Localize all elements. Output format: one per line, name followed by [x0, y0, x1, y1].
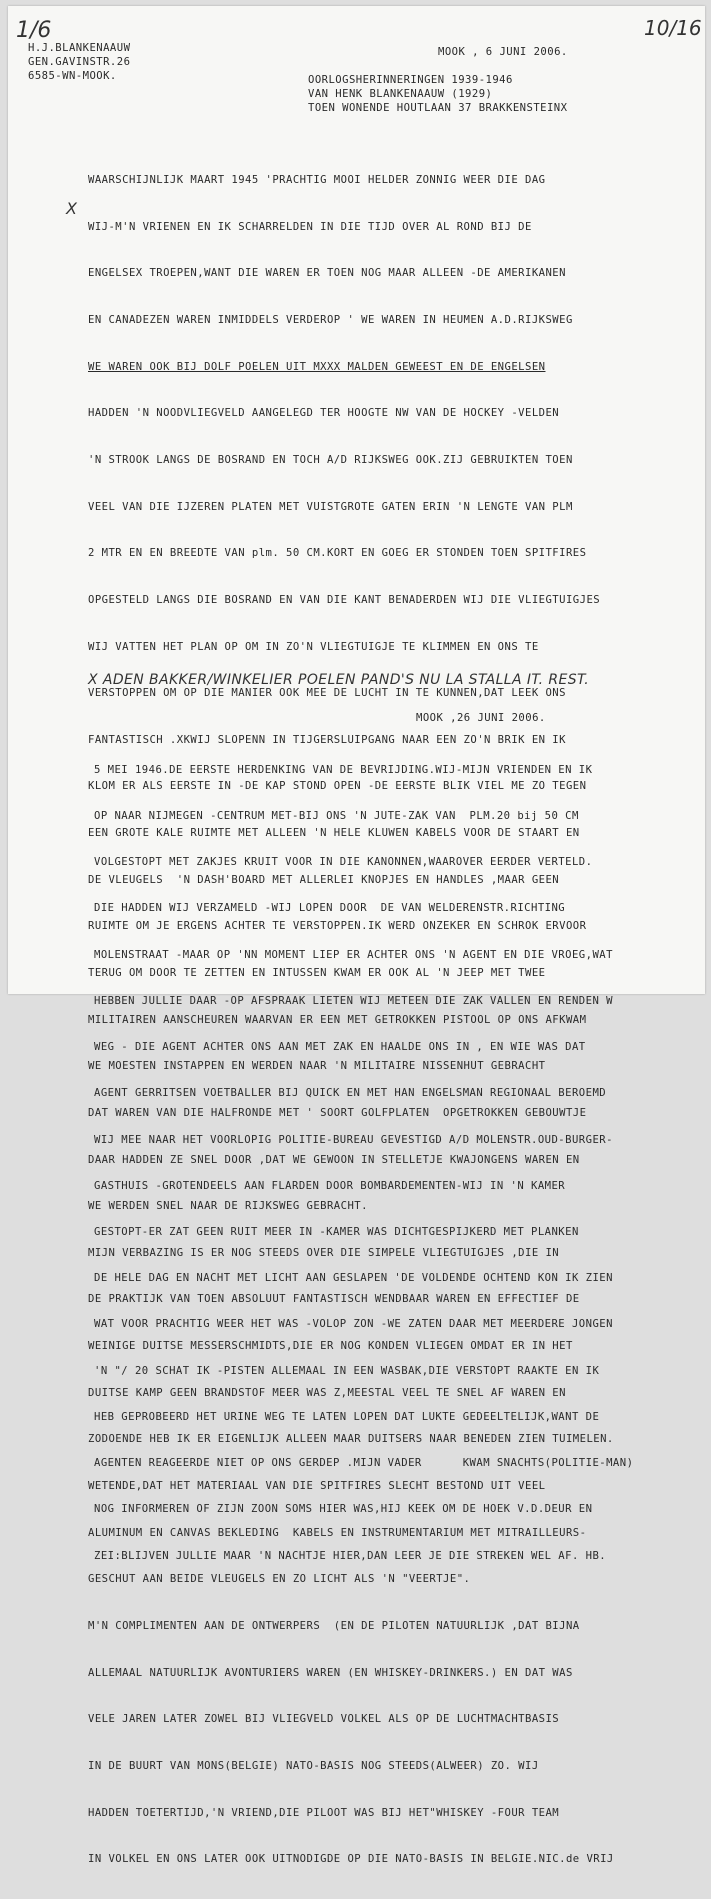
text-line: GESTOPT-ER ZAT GEEN RUIT MEER IN -KAMER WAS DICHTGESPIJKERD MET PLANKEN	[94, 1226, 579, 1238]
text-line: WE WAREN OOK BIJ DOLF POELEN UIT MXXX MALDEN GEWEEST EN DE ENGELSEN	[88, 360, 546, 373]
text-line: IN DE BUURT VAN MONS(BELGIE) NATO-BASIS NOG STEEDS(ALWEER) ZO. WIJ	[88, 1759, 539, 1772]
text-line: VERSTOPPEN OM OP DIE MANIER OOK MEE DE LUCHT IN TE KUNNEN,DAT LEEK ONS	[88, 687, 566, 700]
text-line: DAAR HADDEN ZE SNEL DOOR ,DAT WE GEWOON IN STELLETJE KWAJONGENS WAREN EN	[88, 1153, 580, 1166]
sender-street: GEN.GAVINSTR.26	[28, 56, 131, 68]
text-line: RUIMTE OM JE ERGENS ACHTER TE VERSTOPPEN.IK WERD ONZEKER EN SCHROK ERVOOR	[88, 920, 587, 933]
text-line: WE MOESTEN INSTAPPEN EN WERDEN NAAR 'N MILITAIRE NISSENHUT GEBRACHT	[88, 1060, 546, 1073]
text-line: WEINIGE DUITSE MESSERSCHMIDTS,DIE ER NOG KONDEN VLIEGEN OMDAT ER IN HET	[88, 1340, 573, 1353]
text-line: WE WERDEN SNEL NAAR DE RIJKSWEG GEBRACHT.	[88, 1200, 368, 1213]
text-line: MILITAIREN AANSCHEUREN WAARVAN ER EEN MET GETROKKEN PISTOOL OP ONS AFKWAM	[88, 1013, 587, 1026]
text-line: DIE HADDEN WIJ VERZAMELD -WIJ LOPEN DOOR DE VAN WELDERENSTR.RICHTING	[94, 902, 566, 915]
text-line: EEN GROTE KALE RUIMTE MET ALLEEN 'N HELE KLUWEN KABELS VOOR DE STAART EN	[88, 827, 580, 840]
margin-cross-mark: X	[66, 199, 77, 218]
text-line: ZEI:BLIJVEN JULLIE MAAR 'N NACHTJE HIER,DAN LEER JE DIE STREKEN WEL AF. HB.	[94, 1549, 607, 1562]
text-line: WIJ-M'N VRIENEN EN IK SCHARRELDEN IN DIE TIJD OVER AL ROND BIJ DE	[88, 220, 532, 233]
text-line: HEB GEPROBEERD HET URINE WEG TE LATEN LOPEN DAT LUKTE GEDEELTELIJK,WANT DE	[94, 1410, 600, 1423]
page-mark-top-left: 1/6	[16, 18, 52, 43]
text-line: AGENT GERRITSEN VOETBALLER BIJ QUICK EN MET HAN ENGELSMAN REGIONAAL BEROEMD	[94, 1087, 607, 1100]
text-line: ZODOENDE HEB IK ER EIGENLIJK ALLEEN MAAR DUITSERS NAAR BENEDEN ZIEN TUIMELEN.	[88, 1433, 614, 1446]
text-line: HADDEN 'N NOODVLIEGVELD AANGELEGD TER HOOGTE NW VAN DE HOCKEY -VELDEN	[88, 407, 560, 420]
text-line: WIJ MEE NAAR HET VOORLOPIG POLITIE-BUREAU GEVESTIGD A/D MOLENSTR.OUD-BURGER-	[94, 1133, 613, 1146]
text-line: MOLENSTRAAT -MAAR OP 'NN MOMENT LIEP ER ACHTER ONS 'N AGENT EN DIE VROEG,WAT	[94, 948, 613, 961]
text-line: 'N STROOK LANGS DE BOSRAND EN TOCH A/D RIJKSWEG OOK.ZIJ GEBRUIKTEN TOEN	[88, 453, 573, 466]
text-line: AGENTEN REAGEERDE NIET OP ONS GERDEP .MIJN VADER KWAM SNACHTS(POLITIE-MAN)	[94, 1457, 634, 1470]
section2-body	[94, 732, 633, 1595]
text-line: DE PRAKTIJK VAN TOEN ABSOLUUT FANTASTISCH WENDBAAR WAREN EN EFFECTIEF DE	[88, 1293, 580, 1306]
heading-line-2: VAN HENK BLANKENAAUW (1929)	[308, 88, 493, 100]
text-line: GASTHUIS -GROTENDEELS AAN FLARDEN DOOR BOMBARDEMENTEN-WIJ IN 'N KAMER	[94, 1179, 566, 1192]
text-line: WETENDE,DAT HET MATERIAAL VAN DIE SPITFIRES SLECHT BESTOND UIT VEEL	[88, 1480, 546, 1493]
text-line: ALLEMAAL NATUURLIJK AVONTURIERS WAREN (EN WHISKEY-DRINKERS.) EN DAT WAS	[88, 1666, 573, 1679]
text-line: WIJ VATTEN HET PLAN OP OM IN ZO'N VLIEGTUIGJE TE KLIMMEN EN ONS TE	[88, 640, 539, 653]
text-line: TERUG OM DOOR TE ZETTEN EN INTUSSEN KWAM ER OOK AL 'N JEEP MET TWEE	[88, 966, 546, 979]
text-line: GESCHUT AAN BEIDE VLEUGELS EN ZO LICHT ALS 'N "VEERTJE".	[88, 1573, 471, 1586]
text-line: DUITSE KAMP GEEN BRANDSTOF MEER WAS Z,MEESTAL VEEL TE SNEL AF WAREN EN	[88, 1386, 566, 1399]
text-line: WAARSCHIJNLIJK MAART 1945 'PRACHTIG MOOI HELDER ZONNIG WEER DIE DAG	[88, 174, 546, 187]
text-line: EN CANADEZEN WAREN INMIDDELS VERDEROP ' WE WAREN IN HEUMEN A.D.RIJKSWEG	[88, 314, 573, 327]
heading-line-1: OORLOGSHERINNERINGEN 1939-1946	[308, 74, 513, 86]
text-line: 5 MEI 1946.DE EERSTE HERDENKING VAN DE BEVRIJDING.WIJ-MIJN VRIENDEN EN IK	[94, 763, 593, 776]
text-line: DE VLEUGELS 'N DASH'BOARD MET ALLERLEI KNOPJES EN HANDLES ,MAAR GEEN	[88, 873, 560, 886]
text-line: ALUMINUM EN CANVAS BEKLEDING KABELS EN INSTRUMENTARIUM MET MITRAILLEURS-	[88, 1526, 587, 1539]
text-line: IN VOLKEL EN ONS LATER OOK UITNODIGDE OP DIE NATO-BASIS IN BELGIE.NIC.de VRIJ	[88, 1853, 614, 1866]
document-page	[8, 6, 705, 1866]
text-line: 'N "/ 20 SCHAT IK -PISTEN ALLEMAAL IN EEN WASBAK,DIE VERSTOPT RAAKTE EN IK	[94, 1364, 600, 1377]
text-line: HADDEN TOETERTIJD,'N VRIEND,DIE PILOOT WAS BIJ HET"WHISKEY -FOUR TEAM	[88, 1806, 560, 1819]
date-line-1: MOOK , 6 JUNI 2006.	[438, 46, 568, 58]
text-line: FANTASTISCH .XKWIJ SLOPENN IN TIJGERSLUIPGANG NAAR EEN ZO'N BRIK EN IK	[88, 733, 566, 746]
sender-postcode: 6585-WN-MOOK.	[28, 70, 117, 82]
text-line: DAT WAREN VAN DIE HALFRONDE MET ' SOORT GOLFPLATEN OPGETROKKEN GEBOUWTJE	[88, 1106, 587, 1119]
page-mark-top-right: 10/16	[644, 16, 702, 40]
heading-line-3: TOEN WONENDE HOUTLAAN 37 BRAKKENSTEINX	[308, 102, 568, 114]
text-line: HEBBEN JULLIE DAAR -OP AFSPRAAK LIETEN WIJ METEEN DIE ZAK VALLEN EN RENDEN W	[94, 994, 613, 1007]
sender-name: H.J.BLANKENAAUW	[28, 42, 131, 54]
text-line: VOLGESTOPT MET ZAKJES KRUIT VOOR IN DIE KANONNEN,WAAROVER EERDER VERTELD.	[94, 856, 593, 869]
date-line-2: MOOK ,26 JUNI 2006.	[416, 712, 546, 724]
text-line: VEEL VAN DIE IJZEREN PLATEN MET VUISTGROTE GATEN ERIN 'N LENGTE VAN PLM	[88, 500, 573, 513]
text-line: WAT VOOR PRACHTIG WEER HET WAS -VOLOP ZON -WE ZATEN DAAR MET MEERDERE JONGEN	[94, 1318, 613, 1331]
text-line: KLOM ER ALS EERSTE IN -DE KAP STOND OPEN -DE EERSTE BLIK VIEL ME ZO TEGEN	[88, 780, 587, 793]
text-line: VELE JAREN LATER ZOWEL BIJ VLIEGVELD VOLKEL ALS OP DE LUCHTMACHTBASIS	[88, 1713, 560, 1726]
text-line: ENGELSEX TROEPEN,WANT DIE WAREN ER TOEN NOG MAAR ALLEEN -DE AMERIKANEN	[88, 267, 566, 280]
handwritten-note: X ADEN BAKKER/WINKELIER POELEN PAND'S NU LA STALLA IT. REST.	[88, 672, 590, 688]
text-line: WEG - DIE AGENT ACHTER ONS AAN MET ZAK EN HAALDE ONS IN , EN WIE WAS DAT	[94, 1041, 586, 1054]
text-line: DE HELE DAG EN NACHT MET LICHT AAN GESLAPEN 'DE VOLDENDE OCHTEND KON IK ZIEN	[94, 1272, 613, 1285]
text-line: M'N COMPLIMENTEN AAN DE ONTWERPERS (EN DE PILOTEN NATUURLIJK ,DAT BIJNA	[88, 1619, 580, 1632]
text-line: OPGESTELD LANGS DIE BOSRAND EN VAN DIE KANT BENADERDEN WIJ DIE VLIEGTUIGJES	[88, 593, 601, 606]
text-line: NOG INFORMEREN OF ZIJN ZOON SOMS HIER WAS,HIJ KEEK OM DE HOEK V.D.DEUR EN	[94, 1503, 593, 1516]
text-line: MIJN VERBAZING IS ER NOG STEEDS OVER DIE SIMPELE VLIEGTUIGJES ,DIE IN	[88, 1246, 560, 1259]
text-line: 2 MTR EN EN BREEDTE VAN plm. 50 CM.KORT EN GOEG ER STONDEN TOEN SPITFIRES	[88, 547, 587, 560]
text-line: OP NAAR NIJMEGEN -CENTRUM MET-BIJ ONS 'N JUTE-ZAK VAN PLM.20 bij 50 CM	[94, 810, 579, 823]
